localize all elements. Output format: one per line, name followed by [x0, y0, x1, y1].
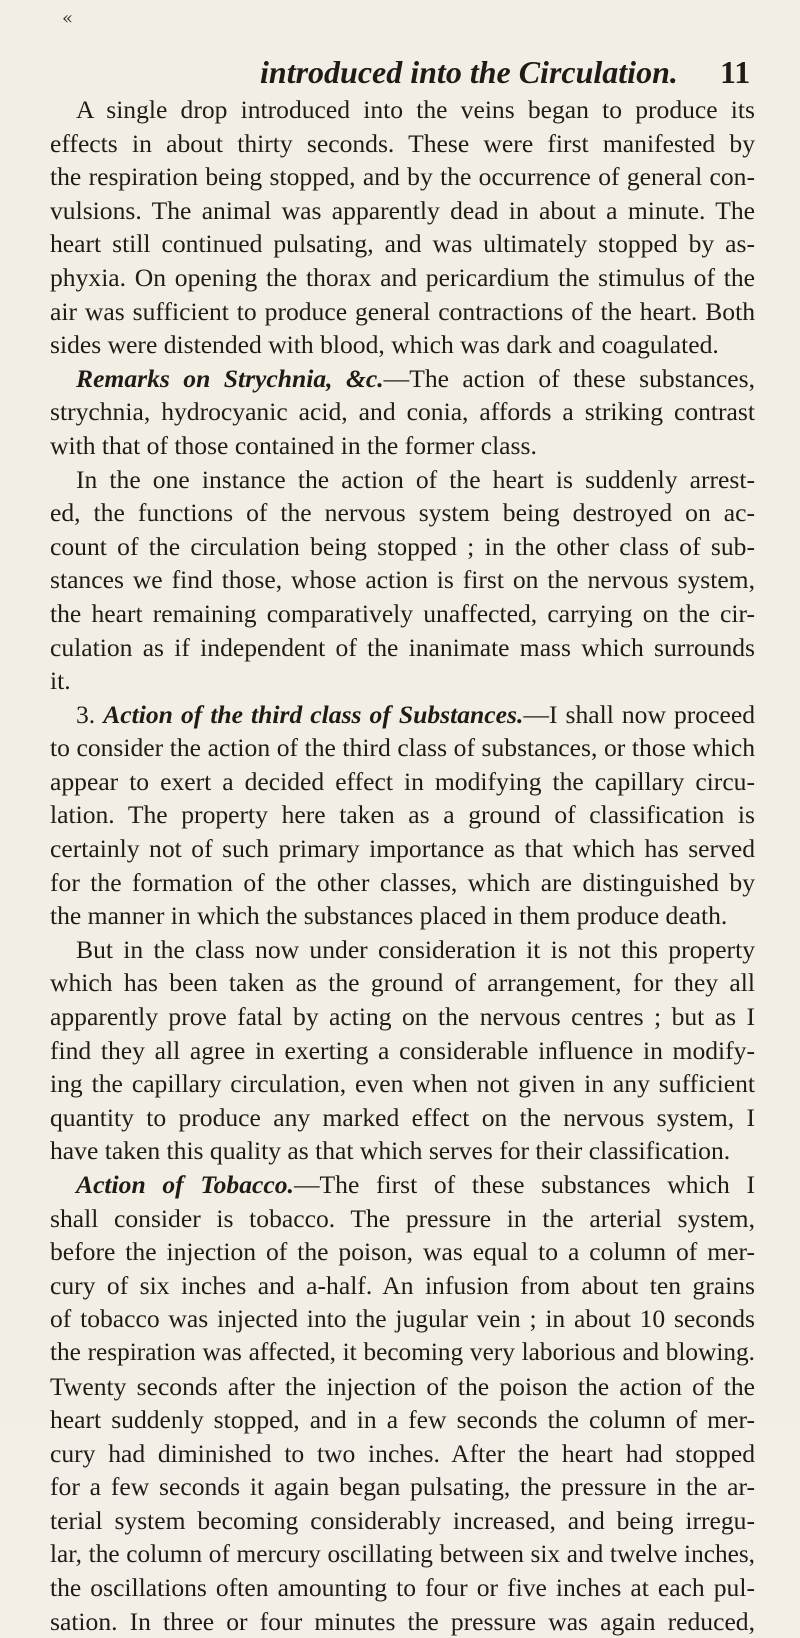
section-heading: Action of the third class of Substances. — [103, 699, 524, 729]
text-line: to consider the action of the third class of substances, or those which — [50, 733, 755, 763]
text-line: for a few seconds it again began pulsating, the pressure in the ar- — [50, 1472, 755, 1502]
text-line: for the formation of the other classes, which are distinguished by — [50, 867, 755, 897]
section-heading-line — [50, 698, 755, 732]
text-line: ed, the functions of the nervous system being destroyed on ac- — [50, 498, 755, 528]
section-heading-line — [50, 1168, 755, 1202]
text-line: vulsions. The animal was apparently dead in about a minute. The — [50, 195, 755, 225]
text-line: lar, the column of mercury oscillating between six and twelve inches, — [50, 1539, 755, 1568]
section-heading: Remarks on Strychnia, &c. — [76, 363, 384, 393]
text-line: cury had diminished to two inches. After the heart had stopped — [50, 1438, 755, 1468]
corner-mark: « — [62, 8, 74, 29]
text-run: —I shall now proceed — [523, 699, 755, 729]
text-run: —The action of these substances, — [383, 363, 756, 393]
text-line: sation. In three or four minutes the pressure was again reduced, — [50, 1606, 755, 1636]
text-line: But in the class now under consideration it is not this property — [76, 934, 755, 964]
text-line: In the one instance the action of the heart is suddenly arrest- — [76, 464, 755, 494]
text-line: it. — [50, 666, 71, 696]
text-line: the manner in which the substances placed in them produce death. — [50, 901, 728, 931]
text-line: phyxia. On opening the thorax and pericardium the stimulus of the — [50, 262, 755, 292]
text-line: the oscillations often amounting to four or five inches at each pul- — [50, 1573, 755, 1603]
text-line: Twenty seconds after the injection of the poison the action of the — [50, 1371, 755, 1401]
text-line: A single drop introduced into the veins began to produce its — [76, 95, 755, 124]
text-line: air was sufficient to produce general contractions of the heart. Both — [50, 296, 755, 326]
text-line: count of the circulation being stopped ; in the other class of sub- — [50, 531, 755, 561]
body-text — [50, 93, 755, 1638]
text-line: which has been taken as the ground of arrangement, for they all — [50, 968, 755, 998]
text-line: the respiration being stopped, and by the occurrence of general con- — [50, 162, 755, 192]
text-line: stances we find those, whose action is first on the nervous system, — [50, 565, 755, 595]
text-line: apparently prove fatal by acting on the nervous centres ; but as I — [50, 1002, 755, 1032]
running-head — [0, 52, 800, 92]
text-line: effects in about thirty seconds. These were first manifested by — [50, 128, 755, 158]
text-line: the respiration was affected, it becoming very laborious and blowing. — [50, 1337, 755, 1366]
text-line: before the injection of the poison, was equal to a column of mer- — [50, 1237, 755, 1267]
text-line: certainly not of such primary importance as that which has served — [50, 834, 755, 864]
text-line: with that of those contained in the former class. — [50, 430, 537, 460]
text-line: cury of six inches and a-half. An infusion from about ten grains — [50, 1270, 755, 1300]
text-line: terial system becoming considerably increased, and being irregu- — [50, 1505, 755, 1535]
text-line: of tobacco was injected into the jugular vein ; in about 10 seconds — [50, 1304, 755, 1334]
running-title: introduced into the Circulation. — [260, 54, 678, 90]
section-number: 3. — [76, 699, 104, 729]
text-line: culation as if independent of the inanimate mass which surrounds — [50, 632, 755, 662]
section-heading: Action of Tobacco. — [76, 1170, 294, 1199]
text-line: sides were distended with blood, which was dark and coagulated. — [50, 330, 719, 360]
section-heading-line — [50, 362, 755, 396]
text-line: heart suddenly stopped, and in a few seconds the column of mer- — [50, 1405, 755, 1435]
text-line: quantity to produce any marked effect on the nervous system, I — [50, 1102, 755, 1132]
text-line: have taken this quality as that which serves for their classification. — [50, 1136, 731, 1166]
text-line: appear to exert a decided effect in modifying the capillary circu- — [50, 766, 755, 796]
text-line: strychnia, hydrocyanic acid, and conia, affords a striking contrast — [50, 397, 755, 427]
text-run: —The first of these substances which I — [293, 1170, 755, 1199]
text-line: ing the capillary circulation, even when not given in any sufficient — [50, 1069, 755, 1099]
text-line: heart still continued pulsating, and was ultimately stopped by as- — [50, 229, 755, 259]
text-line: the heart remaining comparatively unaffected, carrying on the cir- — [50, 598, 755, 628]
text-line: lation. The property here taken as a ground of classification is — [50, 800, 755, 830]
text-line: shall consider is tobacco. The pressure in the arterial system, — [50, 1203, 755, 1233]
text-line: find they all agree in exerting a considerable influence in modify- — [50, 1035, 755, 1065]
page-number: 11 — [720, 54, 751, 90]
